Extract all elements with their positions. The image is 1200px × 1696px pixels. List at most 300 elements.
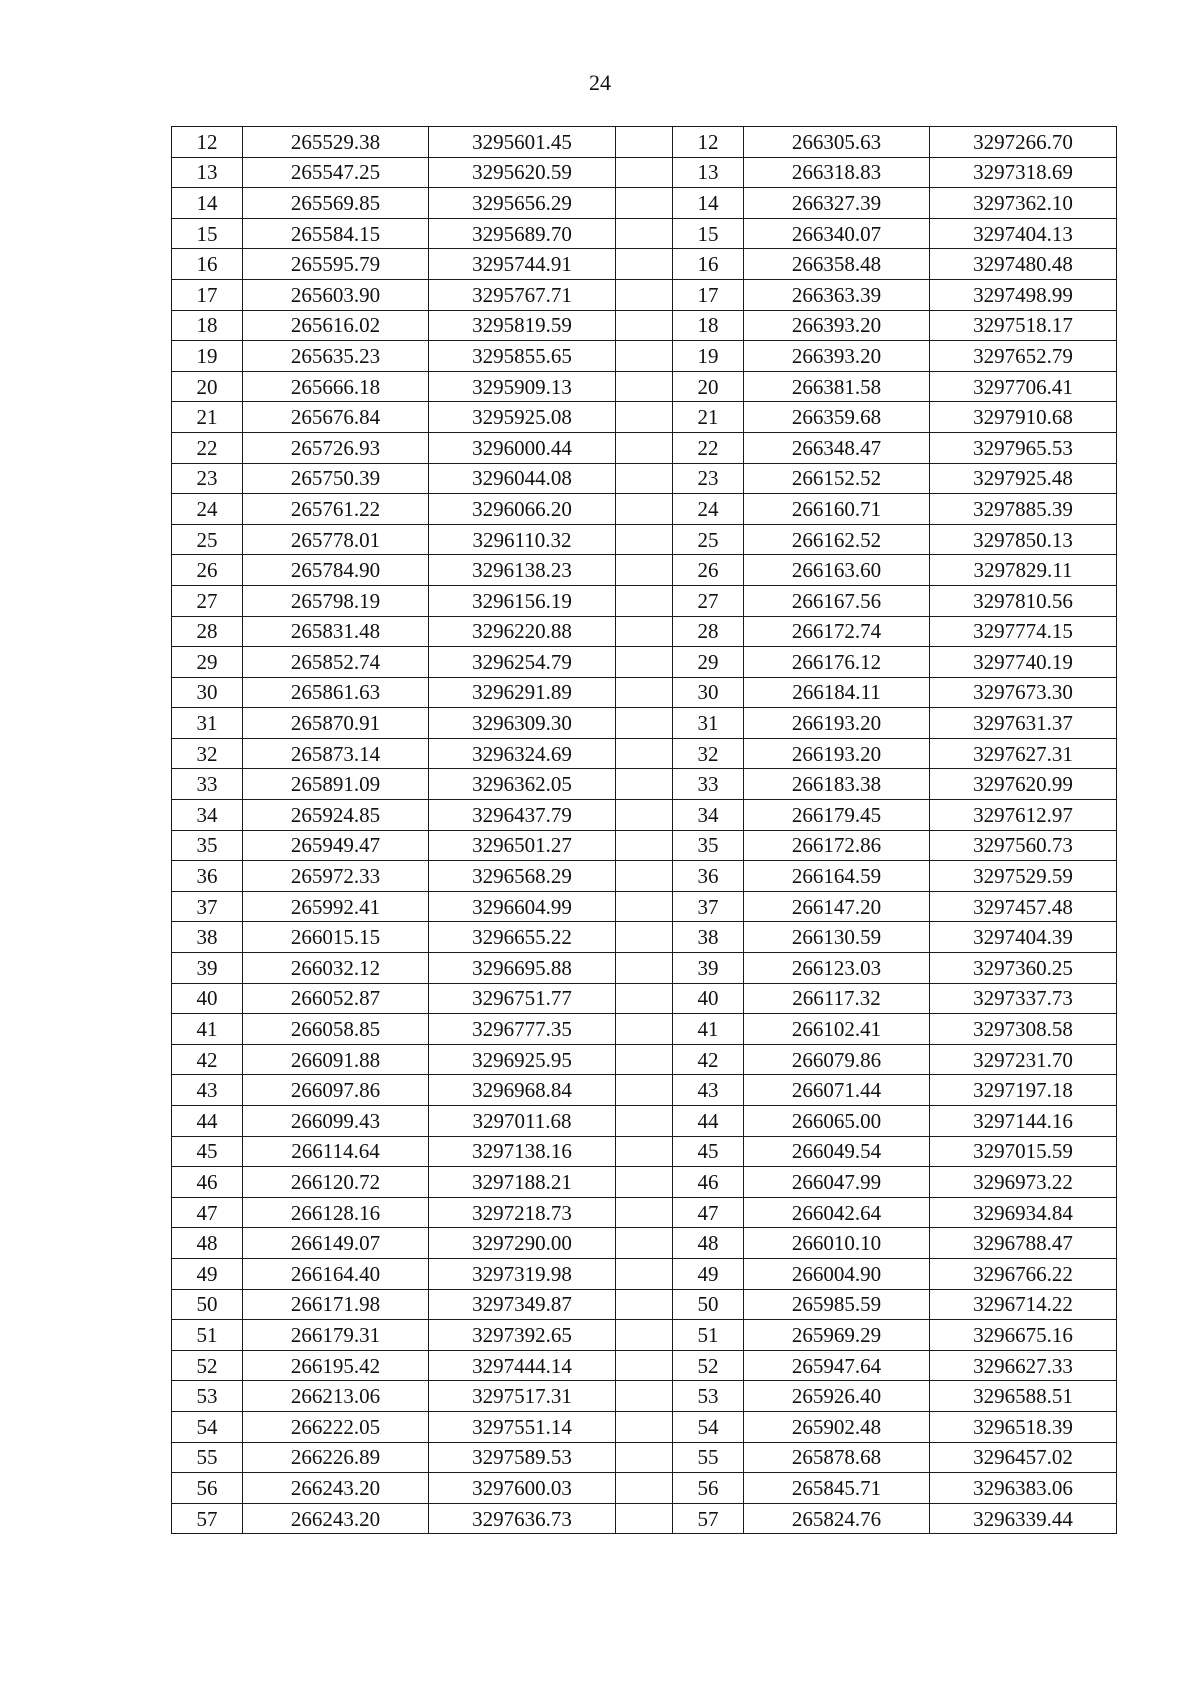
right-point-number: 40 [673, 983, 744, 1014]
right-y-coordinate: 3297360.25 [930, 953, 1117, 984]
right-point-number: 48 [673, 1228, 744, 1259]
left-x-coordinate: 266052.87 [243, 983, 429, 1014]
separator-cell [616, 922, 673, 953]
right-y-coordinate: 3296588.51 [930, 1381, 1117, 1412]
separator-cell [616, 463, 673, 494]
table-row [172, 188, 1117, 219]
right-point-number: 44 [673, 1106, 744, 1137]
right-point-number: 19 [673, 341, 744, 372]
right-y-coordinate: 3296788.47 [930, 1228, 1117, 1259]
right-x-coordinate: 266123.03 [744, 953, 930, 984]
separator-cell [616, 402, 673, 433]
left-point-number: 34 [172, 800, 243, 831]
separator-cell [616, 647, 673, 678]
table-row [172, 249, 1117, 280]
left-y-coordinate: 3295925.08 [429, 402, 616, 433]
right-point-number: 20 [673, 371, 744, 402]
right-point-number: 45 [673, 1136, 744, 1167]
left-x-coordinate: 265861.63 [243, 677, 429, 708]
right-x-coordinate: 266004.90 [744, 1258, 930, 1289]
right-point-number: 47 [673, 1197, 744, 1228]
right-y-coordinate: 3297404.39 [930, 922, 1117, 953]
separator-cell [616, 830, 673, 861]
table-row [172, 127, 1117, 158]
separator-cell [616, 157, 673, 188]
right-y-coordinate: 3297910.68 [930, 402, 1117, 433]
right-point-number: 43 [673, 1075, 744, 1106]
left-point-number: 47 [172, 1197, 243, 1228]
right-point-number: 51 [673, 1320, 744, 1351]
table-row [172, 1228, 1117, 1259]
right-point-number: 52 [673, 1350, 744, 1381]
left-x-coordinate: 266120.72 [243, 1167, 429, 1198]
right-y-coordinate: 3297266.70 [930, 127, 1117, 158]
left-x-coordinate: 265761.22 [243, 494, 429, 525]
left-point-number: 44 [172, 1106, 243, 1137]
table-row [172, 402, 1117, 433]
table-row [172, 830, 1117, 861]
right-x-coordinate: 265845.71 [744, 1473, 930, 1504]
right-y-coordinate: 3296339.44 [930, 1503, 1117, 1534]
left-y-coordinate: 3296254.79 [429, 647, 616, 678]
left-point-number: 35 [172, 830, 243, 861]
right-x-coordinate: 266147.20 [744, 891, 930, 922]
separator-cell [616, 1228, 673, 1259]
left-point-number: 40 [172, 983, 243, 1014]
left-x-coordinate: 265798.19 [243, 585, 429, 616]
left-point-number: 21 [172, 402, 243, 433]
right-point-number: 23 [673, 463, 744, 494]
right-x-coordinate: 266071.44 [744, 1075, 930, 1106]
left-y-coordinate: 3295656.29 [429, 188, 616, 219]
separator-cell [616, 341, 673, 372]
left-point-number: 26 [172, 555, 243, 586]
right-y-coordinate: 3297740.19 [930, 647, 1117, 678]
left-x-coordinate: 265676.84 [243, 402, 429, 433]
left-point-number: 32 [172, 738, 243, 769]
right-point-number: 22 [673, 432, 744, 463]
right-point-number: 27 [673, 585, 744, 616]
table-row [172, 463, 1117, 494]
table-row [172, 738, 1117, 769]
right-y-coordinate: 3297965.53 [930, 432, 1117, 463]
right-point-number: 50 [673, 1289, 744, 1320]
left-y-coordinate: 3296291.89 [429, 677, 616, 708]
left-y-coordinate: 3295767.71 [429, 279, 616, 310]
left-point-number: 14 [172, 188, 243, 219]
right-x-coordinate: 265902.48 [744, 1411, 930, 1442]
right-y-coordinate: 3297480.48 [930, 249, 1117, 280]
table-row [172, 432, 1117, 463]
table-row [172, 1136, 1117, 1167]
left-y-coordinate: 3297319.98 [429, 1258, 616, 1289]
left-x-coordinate: 265584.15 [243, 218, 429, 249]
left-point-number: 54 [172, 1411, 243, 1442]
left-y-coordinate: 3296437.79 [429, 800, 616, 831]
left-x-coordinate: 266243.20 [243, 1503, 429, 1534]
right-x-coordinate: 266340.07 [744, 218, 930, 249]
left-y-coordinate: 3296751.77 [429, 983, 616, 1014]
right-x-coordinate: 266363.39 [744, 279, 930, 310]
right-x-coordinate: 266102.41 [744, 1014, 930, 1045]
right-y-coordinate: 3297850.13 [930, 524, 1117, 555]
right-point-number: 32 [673, 738, 744, 769]
right-point-number: 55 [673, 1442, 744, 1473]
table-row [172, 891, 1117, 922]
right-point-number: 24 [673, 494, 744, 525]
left-y-coordinate: 3296156.19 [429, 585, 616, 616]
left-x-coordinate: 266128.16 [243, 1197, 429, 1228]
table-row [172, 647, 1117, 678]
left-x-coordinate: 266195.42 [243, 1350, 429, 1381]
right-x-coordinate: 265985.59 [744, 1289, 930, 1320]
left-x-coordinate: 265924.85 [243, 800, 429, 831]
right-y-coordinate: 3297457.48 [930, 891, 1117, 922]
separator-cell [616, 1106, 673, 1137]
right-point-number: 41 [673, 1014, 744, 1045]
right-x-coordinate: 266359.68 [744, 402, 930, 433]
separator-cell [616, 738, 673, 769]
table-row [172, 861, 1117, 892]
right-point-number: 38 [673, 922, 744, 953]
left-point-number: 41 [172, 1014, 243, 1045]
left-x-coordinate: 266058.85 [243, 1014, 429, 1045]
right-x-coordinate: 266183.38 [744, 769, 930, 800]
right-x-coordinate: 265824.76 [744, 1503, 930, 1534]
left-y-coordinate: 3296501.27 [429, 830, 616, 861]
left-y-coordinate: 3296968.84 [429, 1075, 616, 1106]
left-point-number: 16 [172, 249, 243, 280]
left-y-coordinate: 3296044.08 [429, 463, 616, 494]
table-row [172, 1473, 1117, 1504]
right-point-number: 14 [673, 188, 744, 219]
right-y-coordinate: 3296518.39 [930, 1411, 1117, 1442]
right-x-coordinate: 266318.83 [744, 157, 930, 188]
right-x-coordinate: 266193.20 [744, 708, 930, 739]
right-y-coordinate: 3297404.13 [930, 218, 1117, 249]
left-point-number: 12 [172, 127, 243, 158]
right-x-coordinate: 266393.20 [744, 310, 930, 341]
separator-cell [616, 1044, 673, 1075]
right-x-coordinate: 266079.86 [744, 1044, 930, 1075]
left-y-coordinate: 3297290.00 [429, 1228, 616, 1259]
left-point-number: 17 [172, 279, 243, 310]
right-x-coordinate: 265878.68 [744, 1442, 930, 1473]
left-x-coordinate: 266032.12 [243, 953, 429, 984]
right-x-coordinate: 266065.00 [744, 1106, 930, 1137]
right-x-coordinate: 266160.71 [744, 494, 930, 525]
separator-cell [616, 585, 673, 616]
table-row [172, 922, 1117, 953]
left-x-coordinate: 265547.25 [243, 157, 429, 188]
right-x-coordinate: 266184.11 [744, 677, 930, 708]
left-point-number: 49 [172, 1258, 243, 1289]
table-row [172, 1167, 1117, 1198]
left-y-coordinate: 3297349.87 [429, 1289, 616, 1320]
separator-cell [616, 310, 673, 341]
separator-cell [616, 1289, 673, 1320]
right-x-coordinate: 266348.47 [744, 432, 930, 463]
right-y-coordinate: 3297673.30 [930, 677, 1117, 708]
right-y-coordinate: 3297197.18 [930, 1075, 1117, 1106]
right-x-coordinate: 265926.40 [744, 1381, 930, 1412]
right-x-coordinate: 266162.52 [744, 524, 930, 555]
right-x-coordinate: 266305.63 [744, 127, 930, 158]
left-point-number: 23 [172, 463, 243, 494]
right-y-coordinate: 3296934.84 [930, 1197, 1117, 1228]
separator-cell [616, 371, 673, 402]
page-number: 24 [589, 70, 611, 95]
separator-cell [616, 1258, 673, 1289]
separator-cell [616, 1442, 673, 1473]
right-point-number: 33 [673, 769, 744, 800]
right-point-number: 15 [673, 218, 744, 249]
right-point-number: 57 [673, 1503, 744, 1534]
separator-cell [616, 800, 673, 831]
right-x-coordinate: 266381.58 [744, 371, 930, 402]
right-point-number: 30 [673, 677, 744, 708]
left-point-number: 46 [172, 1167, 243, 1198]
right-y-coordinate: 3296457.02 [930, 1442, 1117, 1473]
right-point-number: 21 [673, 402, 744, 433]
separator-cell [616, 555, 673, 586]
table-row [172, 1106, 1117, 1137]
left-point-number: 19 [172, 341, 243, 372]
left-point-number: 27 [172, 585, 243, 616]
left-point-number: 22 [172, 432, 243, 463]
right-y-coordinate: 3296675.16 [930, 1320, 1117, 1351]
left-point-number: 57 [172, 1503, 243, 1534]
left-point-number: 36 [172, 861, 243, 892]
left-point-number: 24 [172, 494, 243, 525]
table-row [172, 1289, 1117, 1320]
right-y-coordinate: 3297318.69 [930, 157, 1117, 188]
right-point-number: 36 [673, 861, 744, 892]
left-point-number: 20 [172, 371, 243, 402]
table-row [172, 1503, 1117, 1534]
right-x-coordinate: 266193.20 [744, 738, 930, 769]
right-y-coordinate: 3297706.41 [930, 371, 1117, 402]
table-row [172, 494, 1117, 525]
separator-cell [616, 1411, 673, 1442]
table-row [172, 1197, 1117, 1228]
right-y-coordinate: 3297231.70 [930, 1044, 1117, 1075]
table-row [172, 708, 1117, 739]
table-row [172, 1075, 1117, 1106]
table-row [172, 953, 1117, 984]
right-x-coordinate: 265969.29 [744, 1320, 930, 1351]
left-x-coordinate: 265616.02 [243, 310, 429, 341]
left-y-coordinate: 3297011.68 [429, 1106, 616, 1137]
left-x-coordinate: 266099.43 [243, 1106, 429, 1137]
left-point-number: 43 [172, 1075, 243, 1106]
right-x-coordinate: 266176.12 [744, 647, 930, 678]
left-x-coordinate: 265778.01 [243, 524, 429, 555]
right-y-coordinate: 3297774.15 [930, 616, 1117, 647]
left-y-coordinate: 3296110.32 [429, 524, 616, 555]
separator-cell [616, 188, 673, 219]
separator-cell [616, 953, 673, 984]
right-point-number: 37 [673, 891, 744, 922]
left-point-number: 30 [172, 677, 243, 708]
right-y-coordinate: 3297144.16 [930, 1106, 1117, 1137]
left-x-coordinate: 266243.20 [243, 1473, 429, 1504]
right-y-coordinate: 3297631.37 [930, 708, 1117, 739]
separator-cell [616, 432, 673, 463]
separator-cell [616, 769, 673, 800]
separator-cell [616, 1350, 673, 1381]
left-y-coordinate: 3297392.65 [429, 1320, 616, 1351]
separator-cell [616, 983, 673, 1014]
right-x-coordinate: 266010.10 [744, 1228, 930, 1259]
right-y-coordinate: 3297308.58 [930, 1014, 1117, 1045]
left-x-coordinate: 266149.07 [243, 1228, 429, 1259]
right-y-coordinate: 3297498.99 [930, 279, 1117, 310]
separator-cell [616, 1014, 673, 1045]
left-point-number: 39 [172, 953, 243, 984]
separator-cell [616, 1381, 673, 1412]
left-point-number: 38 [172, 922, 243, 953]
left-point-number: 37 [172, 891, 243, 922]
left-point-number: 33 [172, 769, 243, 800]
left-x-coordinate: 265873.14 [243, 738, 429, 769]
right-point-number: 34 [673, 800, 744, 831]
separator-cell [616, 1320, 673, 1351]
left-x-coordinate: 266222.05 [243, 1411, 429, 1442]
left-y-coordinate: 3296655.22 [429, 922, 616, 953]
right-y-coordinate: 3297518.17 [930, 310, 1117, 341]
table-row [172, 769, 1117, 800]
left-x-coordinate: 265870.91 [243, 708, 429, 739]
right-x-coordinate: 266042.64 [744, 1197, 930, 1228]
left-x-coordinate: 266097.86 [243, 1075, 429, 1106]
left-y-coordinate: 3295819.59 [429, 310, 616, 341]
right-point-number: 53 [673, 1381, 744, 1412]
left-y-coordinate: 3296220.88 [429, 616, 616, 647]
separator-cell [616, 861, 673, 892]
right-point-number: 13 [673, 157, 744, 188]
right-y-coordinate: 3297652.79 [930, 341, 1117, 372]
right-y-coordinate: 3297612.97 [930, 800, 1117, 831]
left-y-coordinate: 3296362.05 [429, 769, 616, 800]
left-point-number: 51 [172, 1320, 243, 1351]
right-point-number: 17 [673, 279, 744, 310]
right-y-coordinate: 3297620.99 [930, 769, 1117, 800]
table-row [172, 371, 1117, 402]
right-y-coordinate: 3296627.33 [930, 1350, 1117, 1381]
right-y-coordinate: 3297362.10 [930, 188, 1117, 219]
separator-cell [616, 524, 673, 555]
left-y-coordinate: 3295744.91 [429, 249, 616, 280]
right-x-coordinate: 266163.60 [744, 555, 930, 586]
table-row [172, 1350, 1117, 1381]
left-point-number: 50 [172, 1289, 243, 1320]
left-point-number: 13 [172, 157, 243, 188]
table-row [172, 800, 1117, 831]
table-row [172, 524, 1117, 555]
separator-cell [616, 1136, 673, 1167]
left-x-coordinate: 265635.23 [243, 341, 429, 372]
left-x-coordinate: 266226.89 [243, 1442, 429, 1473]
left-x-coordinate: 265666.18 [243, 371, 429, 402]
coordinates-table [171, 126, 1117, 1534]
right-x-coordinate: 266130.59 [744, 922, 930, 953]
right-point-number: 35 [673, 830, 744, 861]
left-point-number: 55 [172, 1442, 243, 1473]
table-row [172, 1014, 1117, 1045]
left-y-coordinate: 3295601.45 [429, 127, 616, 158]
right-x-coordinate: 266358.48 [744, 249, 930, 280]
left-point-number: 48 [172, 1228, 243, 1259]
right-point-number: 25 [673, 524, 744, 555]
left-x-coordinate: 265891.09 [243, 769, 429, 800]
right-x-coordinate: 266172.74 [744, 616, 930, 647]
left-point-number: 53 [172, 1381, 243, 1412]
right-point-number: 12 [673, 127, 744, 158]
separator-cell [616, 1197, 673, 1228]
table-row [172, 218, 1117, 249]
left-x-coordinate: 265831.48 [243, 616, 429, 647]
left-y-coordinate: 3297218.73 [429, 1197, 616, 1228]
separator-cell [616, 494, 673, 525]
right-y-coordinate: 3297015.59 [930, 1136, 1117, 1167]
right-point-number: 39 [673, 953, 744, 984]
right-y-coordinate: 3296714.22 [930, 1289, 1117, 1320]
left-y-coordinate: 3296000.44 [429, 432, 616, 463]
right-point-number: 42 [673, 1044, 744, 1075]
left-point-number: 45 [172, 1136, 243, 1167]
right-x-coordinate: 265947.64 [744, 1350, 930, 1381]
left-y-coordinate: 3295620.59 [429, 157, 616, 188]
right-x-coordinate: 266172.86 [744, 830, 930, 861]
right-point-number: 46 [673, 1167, 744, 1198]
left-point-number: 42 [172, 1044, 243, 1075]
separator-cell [616, 616, 673, 647]
table-row [172, 279, 1117, 310]
table-row [172, 616, 1117, 647]
left-y-coordinate: 3296138.23 [429, 555, 616, 586]
table-row [172, 310, 1117, 341]
left-y-coordinate: 3296604.99 [429, 891, 616, 922]
left-x-coordinate: 266015.15 [243, 922, 429, 953]
right-y-coordinate: 3297925.48 [930, 463, 1117, 494]
right-point-number: 56 [673, 1473, 744, 1504]
table-row [172, 1258, 1117, 1289]
left-point-number: 25 [172, 524, 243, 555]
right-y-coordinate: 3297560.73 [930, 830, 1117, 861]
left-y-coordinate: 3295909.13 [429, 371, 616, 402]
separator-cell [616, 891, 673, 922]
right-point-number: 49 [673, 1258, 744, 1289]
left-x-coordinate: 265852.74 [243, 647, 429, 678]
right-y-coordinate: 3297337.73 [930, 983, 1117, 1014]
left-x-coordinate: 266091.88 [243, 1044, 429, 1075]
right-y-coordinate: 3297810.56 [930, 585, 1117, 616]
table-row [172, 341, 1117, 372]
right-x-coordinate: 266327.39 [744, 188, 930, 219]
left-y-coordinate: 3297636.73 [429, 1503, 616, 1534]
left-y-coordinate: 3295855.65 [429, 341, 616, 372]
left-x-coordinate: 265569.85 [243, 188, 429, 219]
left-x-coordinate: 266164.40 [243, 1258, 429, 1289]
left-y-coordinate: 3296695.88 [429, 953, 616, 984]
left-x-coordinate: 265750.39 [243, 463, 429, 494]
right-y-coordinate: 3297529.59 [930, 861, 1117, 892]
left-x-coordinate: 266213.06 [243, 1381, 429, 1412]
left-y-coordinate: 3297444.14 [429, 1350, 616, 1381]
separator-cell [616, 249, 673, 280]
separator-cell [616, 127, 673, 158]
